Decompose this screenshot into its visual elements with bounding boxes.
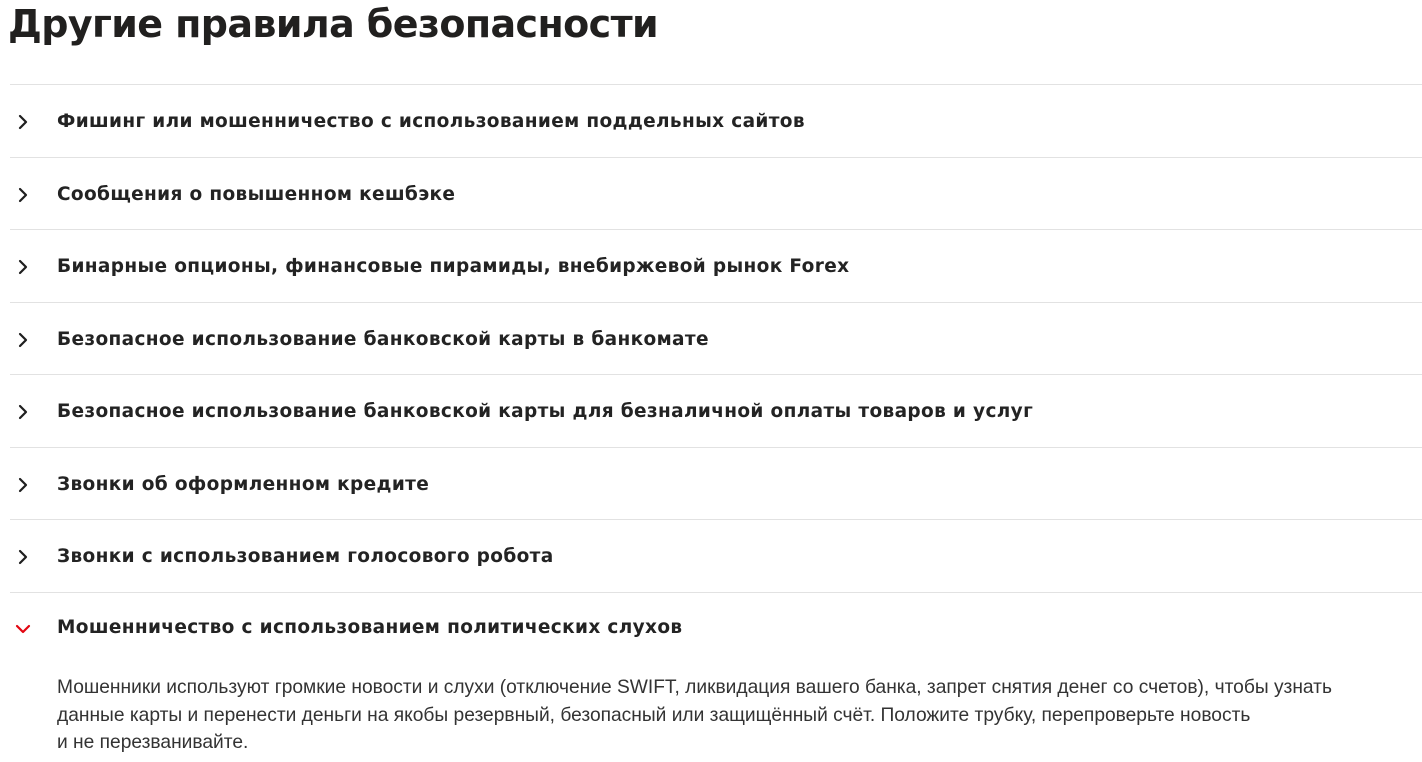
accordion-item-cashback[interactable] xyxy=(10,157,1422,230)
chevron-right-icon xyxy=(14,403,32,421)
accordion-item-label: Мошенничество с использованием политических слухов xyxy=(57,616,683,638)
chevron-right-icon xyxy=(14,331,32,349)
accordion-item-label: Бинарные опционы, финансовые пирамиды, внебиржевой рынок Forex xyxy=(57,256,850,277)
accordion-item-label: Сообщения о повышенном кешбэке xyxy=(57,183,456,205)
chevron-right-icon xyxy=(14,548,32,566)
accordion-item-credit-calls[interactable] xyxy=(10,447,1422,520)
accordion-item-binary-options[interactable] xyxy=(10,229,1422,302)
accordion-item-atm-safety[interactable] xyxy=(10,302,1422,375)
accordion-item-phishing[interactable] xyxy=(10,84,1422,157)
accordion-item-label: Фишинг или мошенничество с использованием поддельных сайтов xyxy=(57,111,805,132)
accordion xyxy=(10,84,1422,664)
chevron-right-icon xyxy=(14,186,32,204)
chevron-down-icon xyxy=(14,620,32,638)
body-text-line: и не перезванивайте. xyxy=(57,732,249,753)
accordion-item-label: Безопасное использование банковской карты в банкомате xyxy=(57,328,709,350)
chevron-right-icon xyxy=(14,113,32,131)
accordion-item-label: Звонки об оформленном кредите xyxy=(57,473,430,495)
accordion-item-political-rumors[interactable] xyxy=(10,592,1422,665)
body-text-line: Мошенники используют громкие новости и слухи (отключение SWIFT, ликвидация вашего банка, запрет снятия денег со счетов), чтобы узнать xyxy=(57,677,1332,698)
accordion-item-robot-calls[interactable] xyxy=(10,519,1422,592)
accordion-item-label: Звонки с использованием голосового робота xyxy=(57,546,554,567)
page-title: Другие правила безопасности xyxy=(8,2,659,46)
body-text-line: данные карты и перенести деньги на якобы резервный, безопасный или защищённый счёт. Положите трубку, перепроверьте новость xyxy=(57,704,1251,726)
chevron-right-icon xyxy=(14,258,32,276)
accordion-item-label: Безопасное использование банковской карты для безналичной оплаты товаров и услуг xyxy=(57,401,1034,422)
accordion-item-cashless-payment-safety[interactable] xyxy=(10,374,1422,447)
chevron-right-icon xyxy=(14,476,32,494)
accordion-item-body xyxy=(57,674,1407,757)
